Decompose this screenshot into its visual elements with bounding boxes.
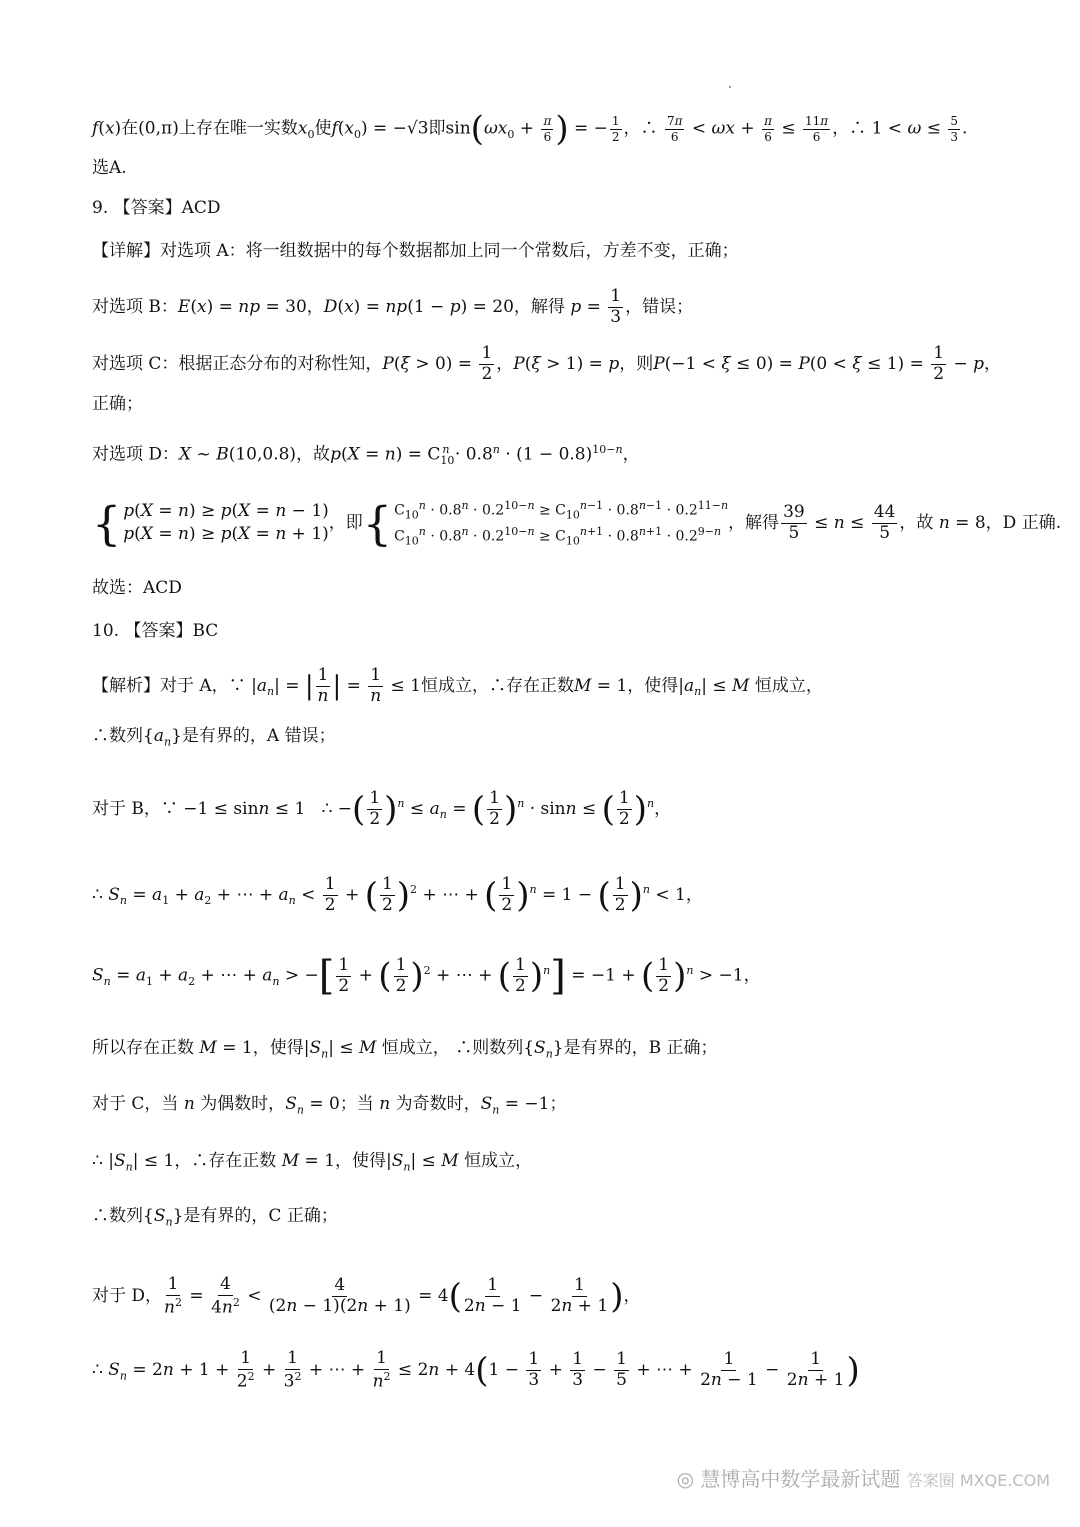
q9-option-d-end: ，D 正确. [985, 512, 1062, 533]
q10-b-hold: 恒成立， [381, 1038, 450, 1058]
q9-option-b-prefix: 对选项 B： [92, 296, 178, 317]
stray-dot [729, 86, 731, 88]
q9-option-d-solve: ，解得 [728, 512, 780, 533]
q9-conclusion: 故选：ACD [92, 578, 182, 598]
q9-option-d-prefix: 对选项 D： [92, 444, 180, 465]
q10-b-sum-lower: $S_n = a_1 + a_2$ + ⋯ + $a_n$ > −[ $\frac{1}{2}$ + ( $\frac{1}{2}$ )$^2$ + ⋯ + ( $\frac{1}{2}$ )$^n$] = −1 + ( $\frac{1}{2}$ )$^n$ > −1， [92, 953, 761, 999]
q9-answer-line [92, 200, 221, 217]
select-a: 选A. [92, 158, 127, 178]
q10-detail-label: 【解析】 [92, 675, 160, 696]
q10-c-conc: 是有界的，C 正确； [183, 1206, 338, 1226]
q10-c-hold: 恒成立， [464, 1151, 533, 1171]
q10-c-even: 为偶数时， [200, 1094, 286, 1114]
q9-detail-a [92, 243, 739, 260]
watermark-logo: 答案圈 MXQE.COM [906, 1471, 1050, 1490]
q9-detail-b: 对选项 B：E(x) = np = 30，D(x) = np(1 − p) = 20，解得 p = $\frac{1}{3}$ ，错误； [92, 286, 694, 327]
q10-b-seq: ∴则数列 [455, 1038, 524, 1058]
q10-a-prefix: 对于 A， [160, 675, 229, 696]
q10-c-odd: ；当 [339, 1094, 374, 1114]
q10-b-make: ，使得 [252, 1038, 304, 1058]
q9-number: 9. [92, 198, 109, 218]
top-formula-line: f(x)在(0,π)上存在唯一实数$x_0$使$f(x_0) = -√3$即$\sin(\omega x_0$ + $\frac{\pi}{6}$ ) = − $\frac{1}{2}$ ，∴ $\frac{7\pi}{6}$ < ωx + $\frac{\pi}{6}$ ≤ $\frac{11\pi}{6}$ ，∴ 1 < ω ≤ $\frac{5}{3}$ . [92, 109, 968, 149]
q10-a-hold: 恒成立，∴存在正数 [420, 675, 574, 696]
q10-answer-label: 【答案】 [124, 621, 193, 641]
q10-seq-a: ∴数列 [92, 726, 143, 746]
q9-option-d-so: ，故 [296, 444, 331, 465]
q10-answer-line [92, 623, 218, 640]
q9-option-d-ie: ，即 [328, 512, 363, 533]
q10-c-odd2: 为奇数时， [395, 1094, 481, 1114]
q9-answer: ACD [181, 198, 221, 218]
q10-a-conclusion: ∴数列$\{a_n\}$是有界的，A 错误； [92, 726, 336, 749]
q10-b-sum-upper: ∴ $S_n = a_1 + a_2$ + ⋯ + $a_n$ < $\frac{1}{2}$ + ( $\frac{1}{2}$ )$^2$ + ⋯ + ( $\frac{1}{2}$ )$^n$ = 1 − ( $\frac{1}{2}$ )$^n$ < 1， [92, 874, 703, 916]
q10-detail-d: 对于 D， $\frac{1}{n^2}$ = $\frac{4}{4n^2}$ < $\frac{4}{(2n - 1)(2n + 1)}$ = 4( $\frac{1}{2n - 1}$ − $\frac{1}{2n + 1}$ )， [92, 1274, 641, 1318]
q10-b-conc: 是有界的，B 正确； [563, 1038, 718, 1058]
watermark-text: 慧博高中数学最新试题 [700, 1467, 901, 1491]
q10-detail-b: 对于 B，∵ −1 ≤ sinn ≤ 1 ∴ −( $\frac{1}{2}$ )$^n \le a_n$ = ( $\frac{1}{2}$ )$^n$ · sinn ≤ ( $\frac{1}{2}$ )$^n$， [92, 788, 672, 830]
q10-d-prefix: 对于 D， [92, 1286, 163, 1307]
top-mid: 即 [428, 118, 446, 139]
q10-detail-a: 【解析】对于 A，∵ $|a_n|$ = | $\frac{1}{n}$ | = $\frac{1}{n}$ ≤ 1恒成立，∴存在正数M = 1，使得$|a_n| \le M$ 恒成立， [92, 665, 823, 706]
q9-detail-label: 【详解】 [92, 241, 160, 261]
q10-d-sum: ∴ $S_n = 2n + 1$ + $\frac{1}{2^2}$ + $\frac{1}{3^2}$ + ⋯ + $\frac{1}{n^2}$ ≤ 2n + 4(1 − $\frac{1}{3}$ + $\frac{1}{3}$ − $\frac{1}{5}$ + ⋯ + $\frac{1}{2n - 1}$ − $\frac{1}{2n + 1}$ ) [92, 1348, 860, 1392]
q9-option-b-solve: ，解得 [513, 296, 565, 317]
q10-b-prefix: 对于 B， [92, 798, 161, 819]
q9-answer-label: 【答案】 [113, 198, 182, 218]
q9-option-b-end: ，错误； [625, 296, 694, 317]
q10-a-conc: 是有界的，A 错误； [181, 726, 336, 746]
q9-option-a: 对选项 A：将一组数据中的每个数据都加上同一个常数后，方差不变，正确； [160, 241, 739, 261]
q9-detail-c-correct: 正确； [92, 394, 143, 414]
q10-a-hold2: 恒成立， [754, 675, 823, 696]
q10-c-bound: ∴ $|S_n| \le 1$，∴存在正数 M = 1，使得$|S_n| \le M$ 恒成立， [92, 1151, 533, 1174]
q10-b-m: 所以存在正数 [92, 1038, 194, 1058]
q10-number: 10. [92, 621, 120, 641]
q10-c-conclusion: ∴数列$\{S_n\}$是有界的，C 正确； [92, 1206, 338, 1229]
q10-answer: BC [192, 621, 219, 641]
q10-detail-c: 对于 C，当 n 为偶数时，$S_n = 0$；当 n 为奇数时，$S_n = -1$； [92, 1094, 567, 1117]
q9-option-c-then: ，则 [619, 353, 654, 374]
q10-c-prefix: 对于 C，当 [92, 1094, 179, 1114]
wechat-icon: ◎ [676, 1467, 695, 1491]
q10-c-m: ，∴存在正数 [174, 1151, 277, 1171]
q9-detail-d-system: { p(X = n) ≥ p(X = n − 1) p(X = n) ≥ p(X = n + 1) ，即{ $C_{10}^n \cdot 0.8^n \cdot 0.2^{10-n} \ge C_{10}^{n-1} \cdot 0.8^{n-1} \cdot 0.2^{11-n}$ $C_{10}^n \cdot 0.8^n \cdot 0.2^{10-n} \ge C_{10}^{n+1} \cdot 0.8^{n+1} \cdot 0.2^{9-n}$ ，解得 $\frac{39}{5}$ ≤ n ≤ $\frac{44}{5}$ ，故 n = 8，D 正确. [92, 496, 1062, 551]
q9-detail-d: 对选项 D：X ~ B(10,0.8)，故$p(X = n) = C_{10}^n \cdot 0.8^n \cdot (1 - 0.8)^{10-n}$， [92, 443, 640, 468]
q10-b-conclusion: 所以存在正数 M = 1，使得$|S_n| \le M$ 恒成立， ∴则数列$\{S_n\}$是有界的，B 正确； [92, 1038, 718, 1061]
top-text: 在(0,π)上存在唯一实数 [121, 118, 298, 139]
q9-detail-c: 对选项 C：根据正态分布的对称性知，P(ξ > 0) = $\frac{1}{2}$ ，P(ξ > 1) = p，则P(−1 < ξ ≤ 0) = P(0 < ξ ≤ 1) = $\frac{1}{2}$ − p， [92, 343, 1002, 384]
watermark [677, 1463, 1050, 1492]
q10-seq-c: ∴数列 [92, 1206, 143, 1226]
q10-c-make: ，使得 [335, 1151, 387, 1171]
q10-a-make: ，使得 [627, 675, 679, 696]
q9-option-c-prefix: 对选项 C：根据正态分布的对称性知， [92, 353, 383, 374]
